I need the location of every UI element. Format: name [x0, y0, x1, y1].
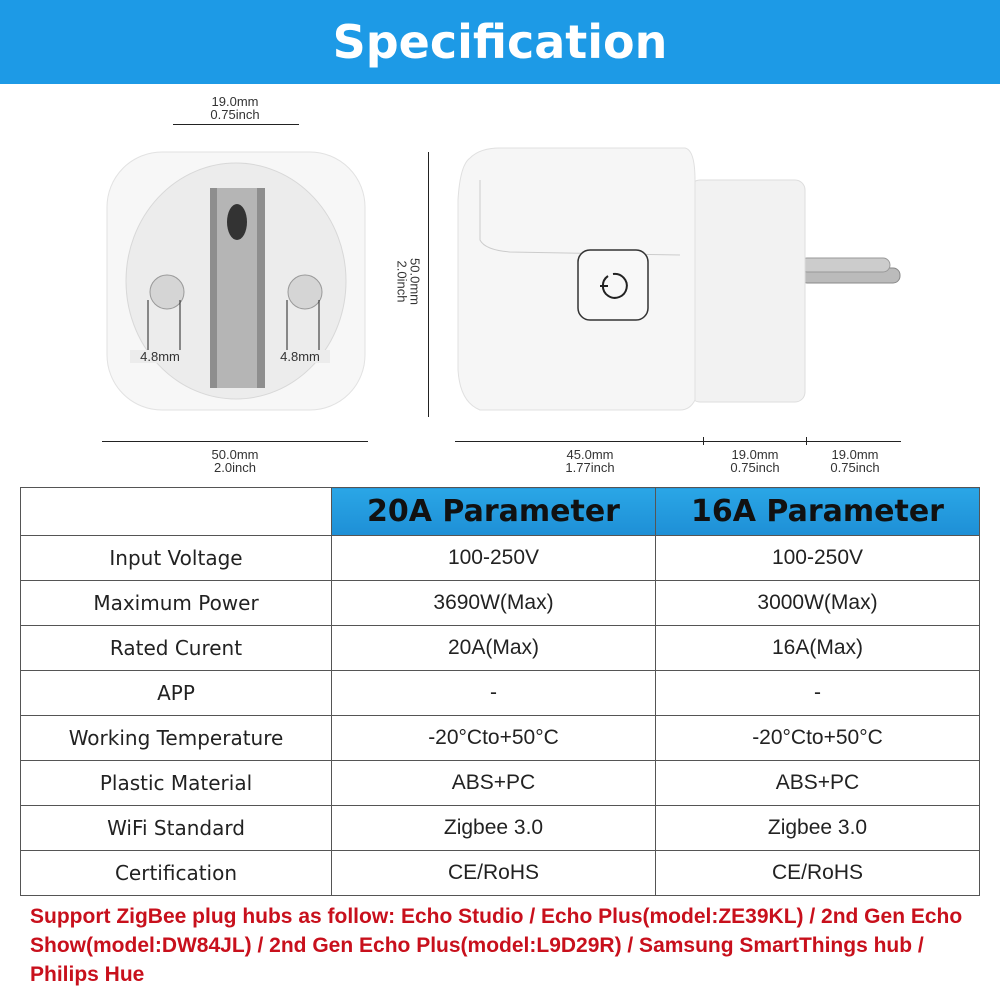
height-dim-mm: 50.0mm [407, 258, 423, 305]
value-16a: - [656, 671, 980, 716]
header-20a: 20A Parameter [332, 488, 656, 536]
page-title: Specification [332, 15, 668, 69]
dim-line [428, 152, 429, 417]
top-dim-mm: 19.0mm [211, 94, 259, 109]
plug-front-image [105, 150, 370, 415]
body-dim-mm: 45.0mm [566, 447, 614, 462]
value-20a: 3690W(Max) [332, 581, 656, 626]
compatibility-note: Support ZigBee plug hubs as follow: Echo Studio / Echo Plus(model:ZE39KL) / 2nd Gen Echo Show(model:DW84JL) / 2nd Gen Echo Plus(model:L9D29R) / Samsung SmartThings hub / Philips Hue [30, 905, 963, 986]
pin-dim-mm: 19.0mm [831, 447, 879, 462]
header-16a: 16A Parameter [656, 488, 980, 536]
value-20a: 20A(Max) [332, 626, 656, 671]
left-hole-dim: 4.8mm [130, 350, 190, 363]
value-20a: CE/RoHS [332, 851, 656, 896]
right-hole-dim: 4.8mm [270, 350, 330, 363]
collar-dim-mm: 19.0mm [731, 447, 779, 462]
pin-dim-inch: 0.75inch [830, 460, 880, 475]
plug-side-image [450, 140, 910, 415]
value-16a: CE/RoHS [656, 851, 980, 896]
row-label: Rated Curent [21, 626, 332, 671]
value-16a: Zigbee 3.0 [656, 806, 980, 851]
value-16a: ABS+PC [656, 761, 980, 806]
height-dim-inch: 2.0inch [394, 260, 410, 303]
row-label: Input Voltage [21, 536, 332, 581]
collar-dim-inch: 0.75inch [730, 460, 780, 475]
value-20a: - [332, 671, 656, 716]
value-16a: 3000W(Max) [656, 581, 980, 626]
row-label: APP [21, 671, 332, 716]
row-label: Plastic Material [21, 761, 332, 806]
table-row [21, 536, 980, 581]
top-dim-inch: 0.75inch [210, 107, 260, 122]
value-16a: 16A(Max) [656, 626, 980, 671]
dim-line [102, 441, 368, 442]
row-label: Working Temperature [21, 716, 332, 761]
row-label: Certification [21, 851, 332, 896]
header-empty [21, 488, 332, 536]
value-20a: -20°Cto+50°C [332, 716, 656, 761]
dim-line [455, 441, 901, 442]
spec-table [20, 487, 980, 896]
row-label: Maximum Power [21, 581, 332, 626]
value-20a: 100-250V [332, 536, 656, 581]
table-row [21, 806, 980, 851]
table-row [21, 851, 980, 896]
power-button [578, 250, 648, 320]
table-row [21, 671, 980, 716]
title-banner [0, 0, 1000, 84]
value-16a: 100-250V [656, 536, 980, 581]
dim-line [173, 124, 299, 125]
body-dim-inch: 1.77inch [565, 460, 615, 475]
table-row [21, 716, 980, 761]
value-20a: ABS+PC [332, 761, 656, 806]
bottom-dim-mm: 50.0mm [211, 447, 259, 462]
bottom-dim-inch: 2.0inch [214, 460, 256, 475]
row-label: WiFi Standard [21, 806, 332, 851]
table-row [21, 581, 980, 626]
value-20a: Zigbee 3.0 [332, 806, 656, 851]
value-16a: -20°Cto+50°C [656, 716, 980, 761]
table-header-row [21, 488, 980, 536]
table-row [21, 626, 980, 671]
table-row [21, 761, 980, 806]
